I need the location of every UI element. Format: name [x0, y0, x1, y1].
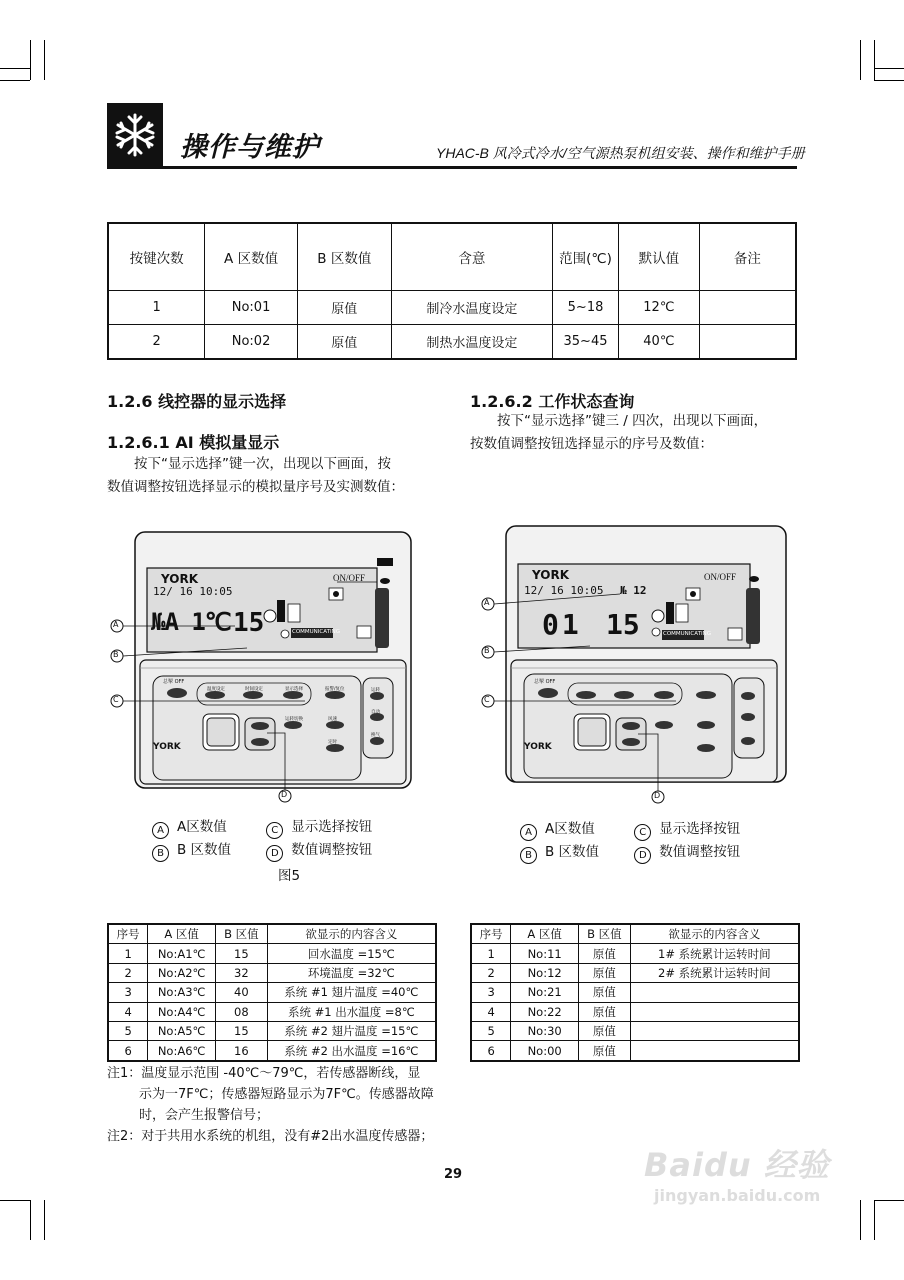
panel-brand: YORK	[153, 742, 181, 752]
paragraph-ai	[107, 453, 437, 499]
table-cell: 系统 #1 翅片温度 =40℃	[267, 983, 436, 1002]
table-cell: 2	[108, 963, 148, 982]
lcd-no: № 12	[620, 584, 647, 597]
controller-figure-left	[107, 528, 437, 808]
table-row	[108, 983, 436, 1002]
table-header-cell: 欲显示的内容含义	[267, 924, 436, 944]
paragraph-line: 按数值调整按钮选择显示的序号及数值：	[470, 436, 713, 452]
watermark-line: jingyan.baidu.com	[654, 1186, 821, 1205]
table-row	[471, 1002, 799, 1021]
circled-c-icon: C	[634, 824, 651, 841]
legend-right	[520, 818, 740, 864]
panel-button-label: 运转	[371, 688, 380, 693]
table-cell: 原值	[579, 963, 631, 982]
table-cell: No:11	[511, 944, 579, 963]
panel-power-label: 总掣 OFF	[163, 679, 185, 685]
callout-label: C	[484, 695, 490, 704]
crop-mark	[30, 40, 31, 80]
callout-label: A	[484, 598, 490, 607]
subsection-title-ai: 1.2.6.1 AI 模拟量显示	[107, 433, 280, 452]
subsection-title-status: 1.2.6.2 工作状态查询	[470, 392, 635, 411]
lcd-a-zone: №A 1℃	[151, 608, 231, 636]
paragraph-status	[470, 410, 800, 456]
callout-label: A	[113, 620, 119, 629]
note-line: 注1：温度显示范围 -40℃～79℃，若传感器断线，显	[107, 1066, 421, 1081]
table-cell: 1# 系统累计运转时间	[630, 944, 799, 963]
table-header-cell: A 区值	[511, 924, 579, 944]
table-cell: 5	[471, 1021, 511, 1040]
callout-label: D	[654, 791, 661, 800]
legend-b: B 区数值	[545, 844, 600, 860]
legend-a: A区数值	[545, 821, 595, 837]
table-cell: 1	[471, 944, 511, 963]
crop-mark	[44, 1200, 45, 1240]
table-cell: No:21	[511, 983, 579, 1002]
panel-brand: YORK	[524, 742, 552, 752]
table-cell: 5	[108, 1021, 148, 1040]
table-header-cell: B 区值	[579, 924, 631, 944]
crop-mark	[0, 80, 30, 81]
table-cell: 08	[216, 1002, 268, 1021]
lcd-brand: YORK	[161, 572, 199, 586]
crop-mark	[44, 40, 45, 80]
panel-button-label: 自动	[371, 710, 380, 715]
table-cell: 15	[216, 1021, 268, 1040]
crop-mark	[874, 80, 904, 81]
table-row	[108, 1041, 436, 1061]
table-cell: 环境温度 =32℃	[267, 963, 436, 982]
table-cell: No:22	[511, 1002, 579, 1021]
page-number: 29	[444, 1167, 463, 1182]
table-cell: 制热水温度设定	[391, 325, 552, 360]
callout-label: C	[113, 695, 119, 704]
panel-button-label: 风速	[328, 717, 337, 722]
table-row	[108, 1002, 436, 1021]
crop-mark	[874, 40, 875, 80]
table-cell: 15	[216, 944, 268, 963]
table-cell	[630, 983, 799, 1002]
legend-c: 显示选择按钮	[291, 819, 373, 835]
table-row	[108, 963, 436, 982]
table-cell: 原值	[297, 325, 391, 360]
table-cell: No:12	[511, 963, 579, 982]
crop-mark	[860, 40, 861, 80]
table-cell: 制冷水温度设定	[391, 291, 552, 325]
table-cell: No:A2℃	[148, 963, 216, 982]
table-row	[471, 944, 799, 963]
legend-c: 显示选择按钮	[659, 821, 741, 837]
table-row	[471, 963, 799, 982]
lcd-b-zone: 15	[233, 608, 265, 638]
table-cell: 16	[216, 1041, 268, 1061]
lcd-onoff: ON/OFF	[333, 573, 366, 583]
table-cell: No:A6℃	[148, 1041, 216, 1061]
snowflake-logo-icon	[107, 103, 163, 167]
table-header-cell: 序号	[108, 924, 148, 944]
table-cell: 原值	[579, 983, 631, 1002]
circled-a-icon: A	[520, 824, 537, 841]
key-press-table	[107, 222, 797, 360]
crop-mark	[874, 68, 904, 69]
legend-a: A区数值	[177, 819, 227, 835]
callout-label: D	[281, 790, 288, 799]
legend-d: 数值调整按钮	[291, 842, 373, 858]
note-line: 注2：对于共用水系统的机组，没有#2出水温度传感器；	[107, 1129, 434, 1144]
table-cell: No:A1℃	[148, 944, 216, 963]
table-cell: 32	[216, 963, 268, 982]
note-line: 示为一7F℃；传感器短路显示为7F℃。传感器故障	[139, 1087, 434, 1102]
table-cell: No:30	[511, 1021, 579, 1040]
table-cell: 2	[108, 325, 205, 360]
table-cell	[630, 1021, 799, 1040]
panel-button-label: 报警/复位	[325, 687, 345, 692]
manual-title: YHAC-B 风冷式冷水/空气源热泵机组安装、操作和维护手册	[436, 145, 805, 161]
table-cell: 1	[108, 291, 205, 325]
table-header-cell: 欲显示的内容含义	[630, 924, 799, 944]
crop-mark	[0, 1200, 30, 1201]
notes	[107, 1063, 437, 1147]
table-cell: 40	[216, 983, 268, 1002]
panel-button-label: 换气	[371, 733, 380, 738]
table-cell	[630, 1041, 799, 1061]
table-row	[108, 325, 796, 360]
table-cell: 回水温度 =15℃	[267, 944, 436, 963]
table-header-row	[471, 924, 799, 944]
table-header-cell: B 区值	[216, 924, 268, 944]
table-cell: 系统 #2 出水温度 =16℃	[267, 1041, 436, 1061]
header-rule	[107, 166, 797, 169]
table-cell: No:A3℃	[148, 983, 216, 1002]
table-cell: 6	[471, 1041, 511, 1061]
table-row	[471, 1041, 799, 1061]
paragraph-line: 按下“显示选择”键三 / 四次，出现以下画面，	[497, 413, 768, 429]
panel-button-label: 温度设定	[207, 687, 225, 692]
table-cell: No:00	[511, 1041, 579, 1061]
paragraph-line: 按下“显示选择”键一次，出现以下画面，按	[134, 456, 391, 472]
table-cell	[630, 1002, 799, 1021]
crop-mark	[874, 1200, 875, 1240]
panel-button-label: 显示选择	[285, 687, 303, 692]
section-title: 1.2.6 线控器的显示选择	[107, 392, 287, 411]
table-cell: 2	[471, 963, 511, 982]
table-header-cell: 备注	[699, 223, 796, 291]
crop-mark	[30, 1200, 31, 1240]
controller-figure-right	[470, 522, 800, 807]
circled-d-icon: D	[266, 845, 283, 862]
table-cell: 原值	[579, 944, 631, 963]
table-row	[108, 1021, 436, 1040]
circled-d-icon: D	[634, 847, 651, 864]
table-cell: No:01	[205, 291, 298, 325]
crop-mark	[874, 1200, 904, 1201]
lcd-brand: YORK	[532, 568, 570, 582]
table-header-cell: 范围(℃)	[553, 223, 619, 291]
table-row	[471, 1021, 799, 1040]
legend-b: B 区数值	[177, 842, 232, 858]
table-header-cell: A 区值	[148, 924, 216, 944]
lcd-a-zone: 01	[542, 608, 582, 641]
table-cell: 35~45	[553, 325, 619, 360]
table-header-cell: 含意	[391, 223, 552, 291]
table-row	[108, 944, 436, 963]
status-query-table	[470, 923, 800, 1062]
table-row	[108, 291, 796, 325]
table-cell: 原值	[297, 291, 391, 325]
watermark-line: Baidu 经验	[644, 1146, 830, 1184]
lcd-datetime: 12/ 16 10:05	[524, 584, 604, 597]
table-cell	[699, 325, 796, 360]
table-cell: 1	[108, 944, 148, 963]
table-cell: 40℃	[618, 325, 699, 360]
callout-label: B	[484, 646, 490, 655]
chapter-title: 操作与维护	[180, 132, 320, 163]
table-header-cell: A 区数值	[205, 223, 298, 291]
panel-button-label: 定时	[328, 740, 337, 745]
table-header-cell: 按键次数	[108, 223, 205, 291]
table-cell: 原值	[579, 1041, 631, 1061]
table-header-cell: 默认值	[618, 223, 699, 291]
table-cell: 3	[471, 983, 511, 1002]
circled-b-icon: B	[520, 847, 537, 864]
ai-display-table	[107, 923, 437, 1062]
table-header-cell: B 区数值	[297, 223, 391, 291]
callout-label: B	[113, 650, 119, 659]
table-cell: 6	[108, 1041, 148, 1061]
table-cell: 4	[471, 1002, 511, 1021]
table-header-cell: 序号	[471, 924, 511, 944]
crop-mark	[860, 1200, 861, 1240]
table-cell: 4	[108, 1002, 148, 1021]
table-header-row	[108, 223, 796, 291]
table-cell: 原值	[579, 1002, 631, 1021]
legend-d: 数值调整按钮	[659, 844, 741, 860]
lcd-comm-label: COMMUNICATING	[292, 629, 340, 635]
figure-caption: 图5	[278, 868, 301, 884]
circled-c-icon: C	[266, 822, 283, 839]
table-cell: 3	[108, 983, 148, 1002]
panel-button-label: 运转切换	[285, 717, 303, 722]
table-cell: 系统 #1 出水温度 =8℃	[267, 1002, 436, 1021]
panel-button-label: 时间设定	[245, 687, 263, 692]
lcd-onoff: ON/OFF	[704, 572, 737, 582]
table-cell: 2# 系统累计运转时间	[630, 963, 799, 982]
table-cell: 原值	[579, 1021, 631, 1040]
table-row	[471, 983, 799, 1002]
paragraph-line: 数值调整按钮选择显示的模拟量序号及实测数值：	[107, 479, 404, 495]
table-cell: No:02	[205, 325, 298, 360]
table-cell: No:A5℃	[148, 1021, 216, 1040]
lcd-datetime: 12/ 16 10:05	[153, 585, 233, 598]
baidu-watermark	[644, 1140, 830, 1205]
panel-power-label: 总掣 OFF	[534, 679, 556, 685]
table-cell	[699, 291, 796, 325]
legend-left	[152, 816, 372, 862]
table-header-row	[108, 924, 436, 944]
lcd-comm-label: COMMUNICATING	[663, 631, 711, 637]
circled-a-icon: A	[152, 822, 169, 839]
table-cell: No:A4℃	[148, 1002, 216, 1021]
table-cell: 5~18	[553, 291, 619, 325]
table-cell: 12℃	[618, 291, 699, 325]
crop-mark	[0, 68, 30, 69]
circled-b-icon: B	[152, 845, 169, 862]
lcd-b-zone: 15	[606, 608, 640, 641]
table-cell: 系统 #2 翅片温度 =15℃	[267, 1021, 436, 1040]
note-line: 时，会产生报警信号；	[139, 1108, 270, 1123]
